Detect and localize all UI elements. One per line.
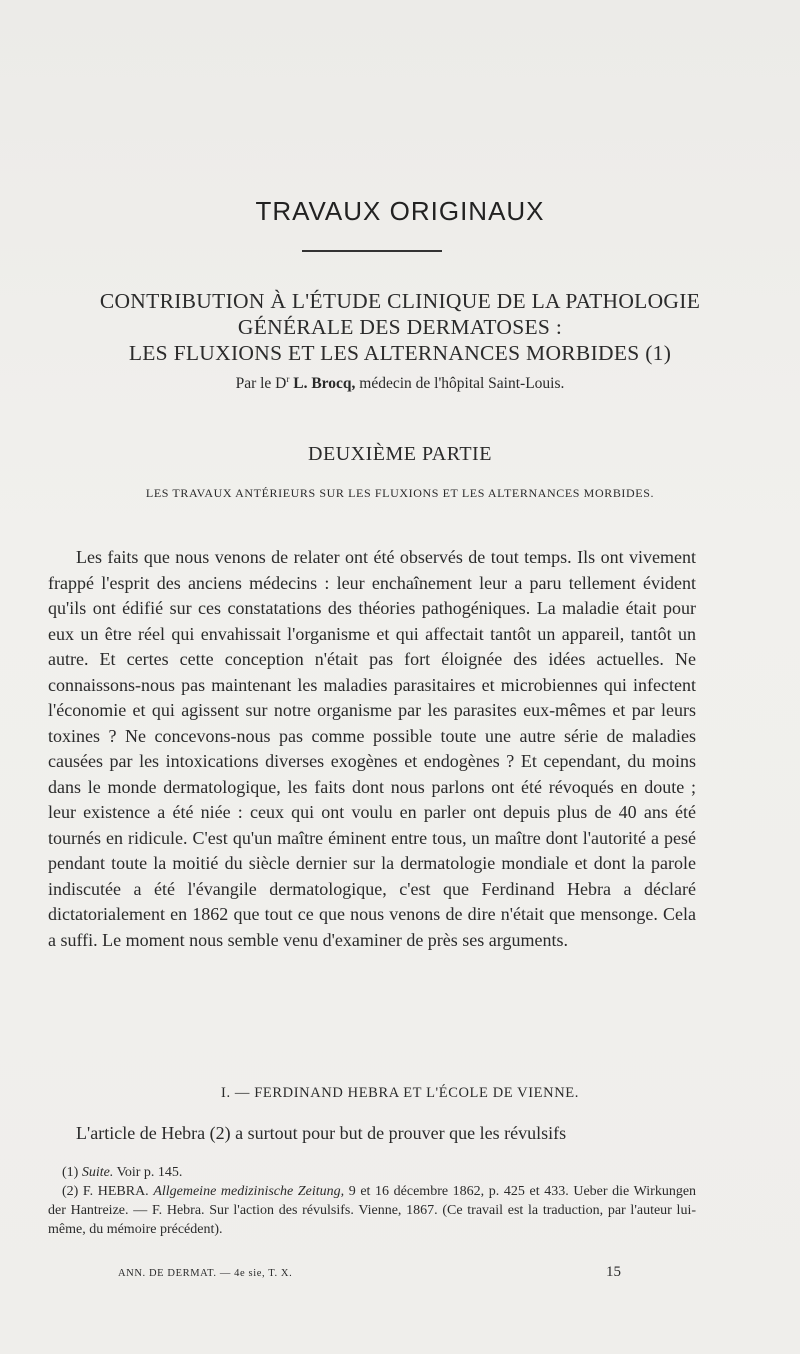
- footnotes: [48, 1163, 696, 1239]
- footnote-2-marker: (2) F.: [62, 1184, 94, 1199]
- subsection-number: I. —: [221, 1085, 250, 1101]
- continuation-text: [48, 1121, 696, 1147]
- title-line-2: GÉNÉRALE DES DERMATOSES :: [237, 315, 563, 339]
- footnote-1-text: Voir p. 145.: [116, 1165, 183, 1180]
- footnote-2-author: HEBRA.: [97, 1184, 149, 1199]
- footnote-2-text: 9 et 16 décembre 1862, p. 425 et 433. Ueber die Wirkungen der Hantreize. — F. Hebra. Sur l'action des révulsifs. Vienne, 1867. (Ce travail est la traduction, par l'auteur lui-même, du mémoire précédent).: [48, 1184, 697, 1237]
- byline-author: L. Brocq,: [293, 375, 356, 393]
- body-paragraph-1: Les faits que nous venons de relater ont été observés de tout temps. Ils ont vivement frappé l'esprit des anciens médecins : leur enchaînement leur a paru tellement évident qu'ils ont édifié sur ces constatations des théories pathogéniques. La maladie était pour eux un être réel qui envahissait l'organisme et qui affectait tantôt un appareil, tantôt un autre. Et certes cette conception n'était pas fort éloignée des idées actuelles. Ne connaissons-nous pas maintenant les maladies parasitaires et microbiennes qui infectent l'économie et qui agissent sur notre organisme par les parasites eux-mêmes et par leurs toxines ? Ne concevons-nous pas comme possible toute une autre série de maladies causées par les intoxications diverses exogènes et endogènes ? Et cependant, du moins dans le monde dermatologique, les faits dont nous parlons ont été révoqués en doute ; leur existence a été niée : ceux qui ont voulu en parler ont depuis plus de 40 ans été tournés en ridicule. C'est qu'un maître éminent entre tous, un maître dont l'autorité a pesé pendant toute la moitié du siècle dernier sur la dermatologie mondiale et dont la parole indiscutée a été l'évangile dermatologique, c'est que Ferdinand Hebra a déclaré dictatorialement en 1862 que tout ce que nous venons de dire n'était que mensonge. Cela a suffi. Le moment nous semble venu d'examiner de près ses arguments.: [48, 547, 696, 950]
- running-footer: ANN. DE DERMAT. — 4e sie, T. X.: [118, 1268, 293, 1279]
- footnote-1-marker: (1): [62, 1165, 79, 1180]
- footnote-2: [48, 1182, 696, 1239]
- footnote-1-italic: Suite.: [81, 1165, 114, 1180]
- article-title: [40, 288, 760, 366]
- footnote-1: [48, 1163, 696, 1182]
- byline-prefix: Par le D: [235, 375, 287, 393]
- byline-suffix: médecin de l'hôpital Saint-Louis.: [359, 375, 565, 393]
- header-rule: [302, 250, 442, 252]
- body-text: [48, 545, 696, 953]
- part-title: DEUXIÈME PARTIE: [308, 443, 492, 465]
- part-subtitle: LES TRAVAUX ANTÉRIEURS SUR LES FLUXIONS ET LES ALTERNANCES MORBIDES.: [145, 486, 655, 500]
- title-line-3: LES FLUXIONS ET LES ALTERNANCES MORBIDES (1): [128, 341, 672, 365]
- section-header: TRAVAUX ORIGINAUX: [255, 196, 545, 226]
- continuation-paragraph: L'article de Hebra (2) a surtout pour but de prouver que les révulsifs: [76, 1123, 567, 1143]
- byline-title-sup: r: [286, 374, 290, 384]
- footnote-2-italic: Allgemeine medizinische Zeitung,: [153, 1184, 345, 1199]
- title-line-1: CONTRIBUTION À L'ÉTUDE CLINIQUE DE LA PATHOLOGIE: [99, 289, 701, 313]
- subsection-heading: [0, 1085, 800, 1102]
- subsection-title: FERDINAND HEBRA ET L'ÉCOLE DE VIENNE.: [254, 1085, 579, 1101]
- byline: [0, 374, 800, 393]
- page-number: 15: [606, 1264, 621, 1280]
